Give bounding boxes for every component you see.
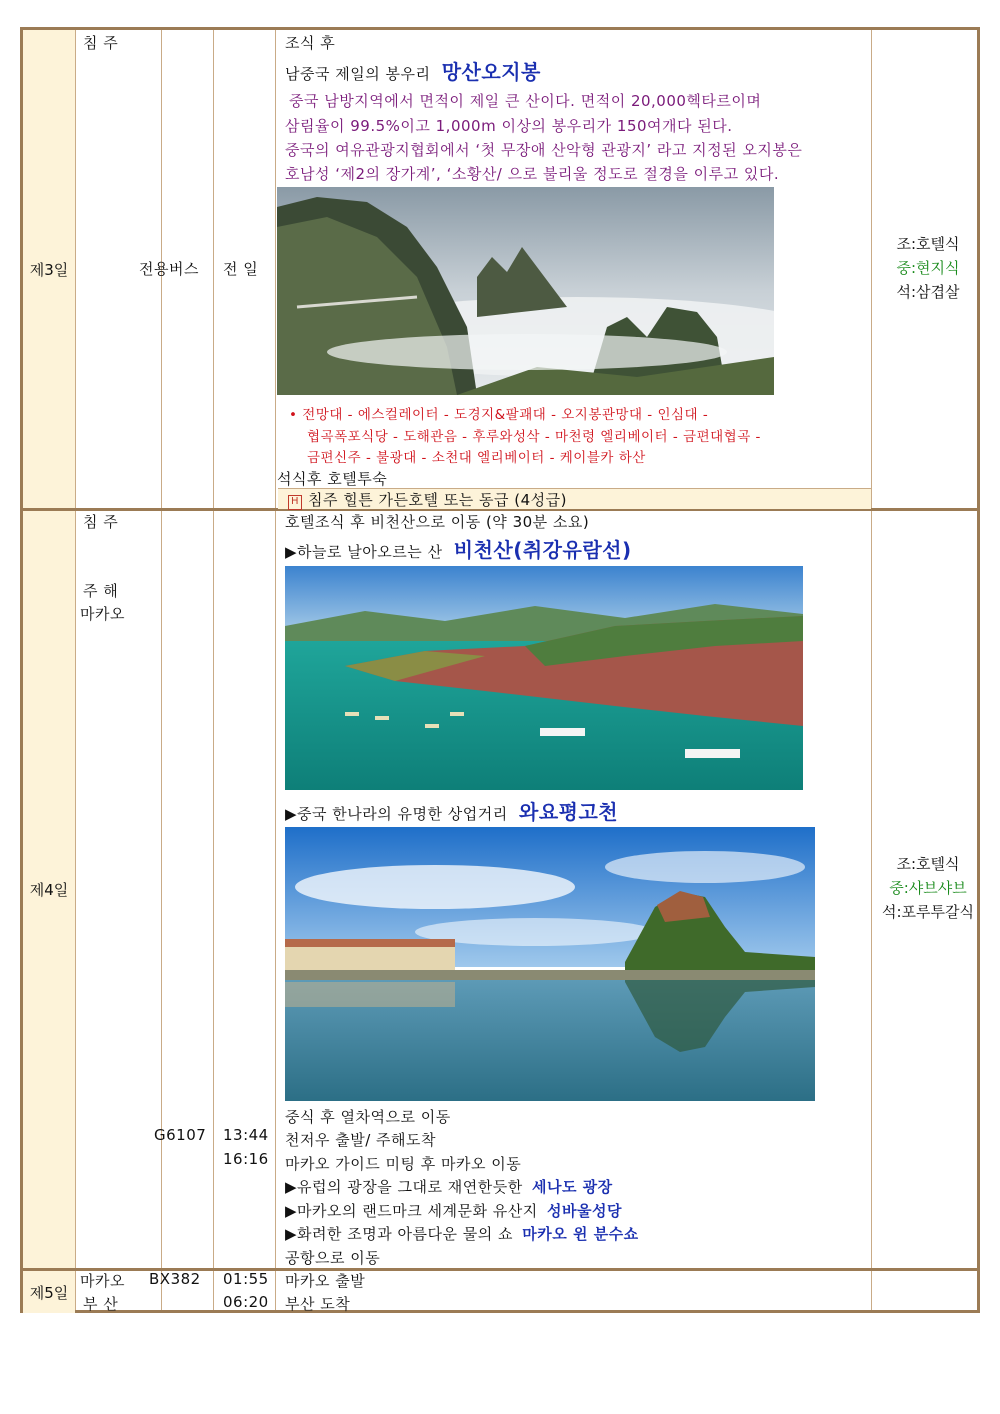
day3-title: 망산오지봉 bbox=[441, 60, 541, 84]
day4-city2: 주 해 bbox=[83, 582, 119, 600]
day5-time2: 06:20 bbox=[223, 1293, 269, 1311]
day3-hotel-bar bbox=[278, 488, 871, 509]
day4-train: G6107 bbox=[154, 1126, 207, 1144]
day4-l2: 천저우 출발/ 주해도착 bbox=[285, 1131, 437, 1149]
day3-meal-breakfast: 조:호텔식 bbox=[896, 235, 960, 253]
day4-line1: 호텔조식 후 비천산으로 이동 (약 30분 소요) bbox=[285, 513, 590, 531]
day3-desc2: 삼림율이 99.5%이고 1,000m 이상의 봉우리가 150여개다 된다. bbox=[285, 117, 733, 135]
mangshan-photo bbox=[277, 187, 774, 395]
day3-desc1: 중국 남방지역에서 면적이 제일 큰 산이다. 면적이 20,000헥타르이며 bbox=[289, 92, 762, 110]
hotel-icon: H bbox=[288, 495, 302, 510]
day4-l4 bbox=[285, 1176, 613, 1197]
day5-time1: 01:55 bbox=[223, 1270, 269, 1288]
day4-l3: 마카오 가이드 미팅 후 마카오 이동 bbox=[285, 1155, 522, 1173]
day3-hotel bbox=[278, 489, 567, 510]
day3-transport: 전용버스 bbox=[139, 260, 199, 278]
day5-city2: 부 산 bbox=[83, 1295, 119, 1313]
day4-sec2-title: 와요평고천 bbox=[519, 800, 619, 824]
day3-hotel-name: 침주 힐튼 가든호텔 또는 동급 (4성급) bbox=[308, 491, 567, 509]
day4-l1: 중식 후 열차역으로 이동 bbox=[285, 1108, 451, 1126]
day3-meal-dinner: 석:삼겹살 bbox=[896, 283, 960, 301]
day4-sec2-heading bbox=[285, 796, 618, 825]
day5-city1: 마카오 bbox=[80, 1272, 125, 1290]
day5-l1: 마카오 출발 bbox=[285, 1272, 366, 1290]
day4-l6-text: ▶화려한 조명과 아름다운 물의 쇼 bbox=[285, 1225, 513, 1243]
day4-meal-breakfast: 조:호텔식 bbox=[896, 855, 960, 873]
day3-label-cell bbox=[23, 30, 75, 508]
day3-desc4: 호남성 ‘제2의 장가계’, ‘소황산/ 으로 불리울 정도로 절경을 이루고 있다. bbox=[285, 165, 780, 183]
day4-meal-lunch: 중:샤브샤브 bbox=[889, 879, 967, 897]
day3-meals bbox=[873, 232, 983, 304]
day4-meal-dinner: 석:포루투갈식 bbox=[882, 903, 974, 921]
day4-l5-text: ▶마카오의 랜드마크 세계문화 유산지 bbox=[285, 1202, 538, 1220]
day3-label: 제3일 bbox=[29, 260, 69, 279]
day3-route3: 금편신주 - 불광대 - 소천대 엘리베이터 - 케이블카 하산 bbox=[307, 450, 646, 466]
day3-time: 전 일 bbox=[223, 260, 259, 278]
day4-meals bbox=[873, 852, 983, 924]
day4-sec1-intro: ▶하늘로 날아오르는 산 bbox=[285, 543, 443, 561]
day4-sec2-intro: ▶중국 한나라의 유명한 상업거리 bbox=[285, 805, 508, 823]
day5-label-cell bbox=[23, 1271, 75, 1313]
day4-l6 bbox=[285, 1223, 639, 1244]
feitianshan-photo bbox=[285, 566, 803, 790]
itinerary-table bbox=[20, 27, 980, 1313]
day4-l7: 공항으로 이동 bbox=[285, 1249, 381, 1267]
day5-flight: BX382 bbox=[149, 1270, 201, 1288]
day5-label: 제5일 bbox=[29, 1283, 69, 1302]
day4-city3: 마카오 bbox=[80, 605, 125, 623]
day3-breakfast: 조식 후 bbox=[285, 34, 336, 52]
day3-route1: • 전망대 - 에스컬레이터 - 도경지&팔괘대 - 오지봉관망대 - 인심대 - bbox=[289, 407, 709, 423]
day4-l5-highlight: 성바울성당 bbox=[546, 1202, 622, 1220]
day4-l4-text: ▶유럽의 광장을 그대로 재연한듯한 bbox=[285, 1178, 523, 1196]
day3-route2: 협곡폭포식당 - 도해관음 - 후루와성삭 - 마천령 엘리베이터 - 금편대협곡 - bbox=[307, 429, 761, 445]
day3-intro: 남중국 제일의 봉우리 bbox=[285, 65, 431, 83]
day4-l4-highlight: 세나도 광장 bbox=[531, 1178, 613, 1196]
day4-time1: 13:44 bbox=[223, 1126, 269, 1144]
day4-city1: 침 주 bbox=[83, 513, 119, 531]
day4-sec1-title: 비천산(취강유람선) bbox=[453, 538, 632, 562]
day4-l5 bbox=[285, 1200, 622, 1221]
day3-meal-lunch: 중:현지식 bbox=[896, 259, 960, 277]
day4-label: 제4일 bbox=[29, 881, 69, 899]
day4-sec1-heading bbox=[285, 534, 632, 563]
day4-l6-highlight: 마카오 윈 분수쇼 bbox=[522, 1225, 639, 1243]
day3-city: 침 주 bbox=[83, 34, 119, 52]
day3-heading bbox=[285, 56, 541, 85]
day4-label-cell bbox=[23, 511, 75, 1268]
day4-time2: 16:16 bbox=[223, 1150, 269, 1168]
day3-desc3: 중국의 여유관광지협회에서 ‘첫 무장애 산악형 관광지’ 라고 지정된 오지봉은 bbox=[285, 141, 803, 159]
day5-l2: 부산 도착 bbox=[285, 1295, 351, 1313]
day3-after: 석식후 호텔투숙 bbox=[277, 470, 388, 488]
wayaoping-photo bbox=[285, 827, 815, 1101]
